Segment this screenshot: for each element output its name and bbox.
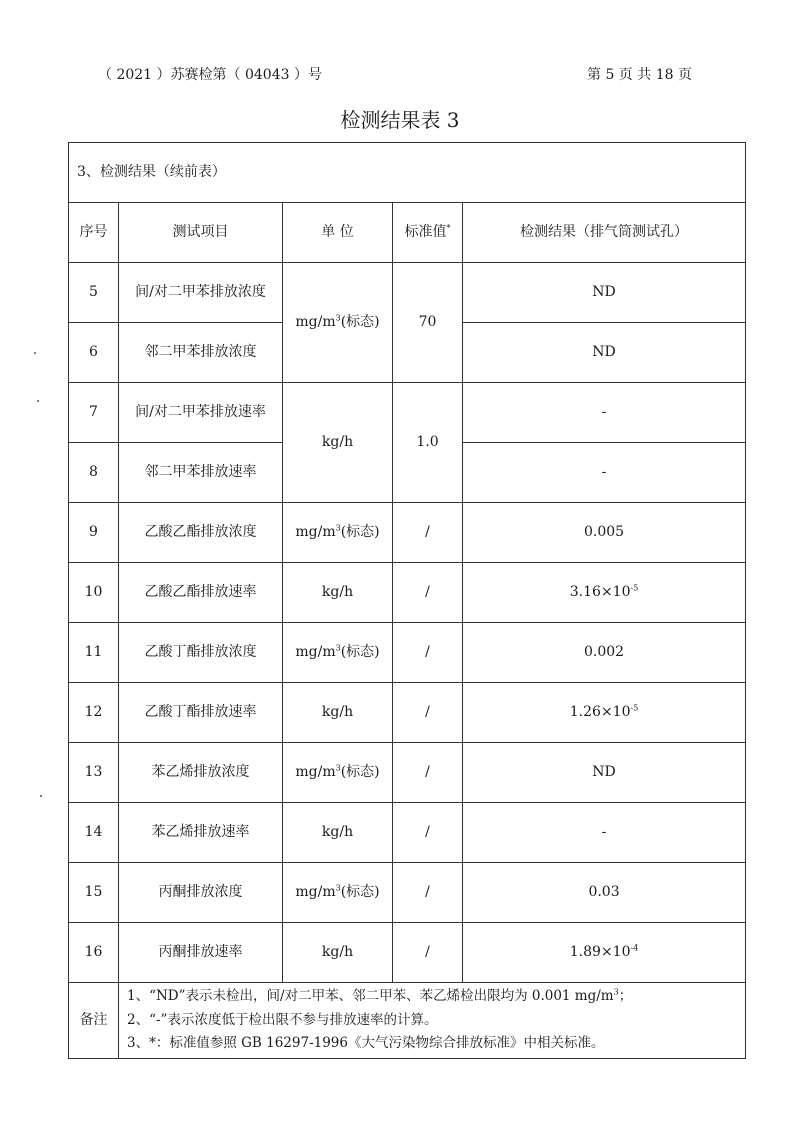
row-standard: / — [393, 623, 463, 683]
unit-sup: 3 — [335, 763, 341, 773]
row-item: 乙酸乙酯排放速率 — [119, 563, 283, 623]
scan-speck — [37, 400, 39, 402]
note-1-sup: 3 — [613, 987, 619, 997]
row-no: 5 — [69, 263, 119, 323]
note-line-2: 2、“-”表示浓度低于检出限不参与排放速率的计算。 — [127, 1011, 438, 1028]
row-result: ND — [463, 743, 746, 803]
note-line-3: 3、*：标准值参照 GB 16297-1996《大气污染物综合排放标准》中相关标准。 — [127, 1035, 605, 1052]
row-item: 邻二甲苯排放浓度 — [119, 323, 283, 383]
row-result: ND — [463, 323, 746, 383]
table-row — [69, 923, 746, 983]
table-row — [69, 743, 746, 803]
row-no: 7 — [69, 383, 119, 443]
row-unit: kg/h — [283, 923, 393, 983]
row-no: 10 — [69, 563, 119, 623]
row-unit — [283, 503, 393, 563]
col-header-standard-text: 标准值 — [404, 224, 447, 241]
row-no: 12 — [69, 683, 119, 743]
row-result: 0.002 — [463, 623, 746, 683]
unit-main: mg/m — [295, 764, 336, 781]
row-no: 9 — [69, 503, 119, 563]
unit-main: mg/m — [295, 644, 336, 661]
result-exponent: -5 — [630, 583, 639, 593]
row-result: 0.03 — [463, 863, 746, 923]
row-item: 丙酮排放速率 — [119, 923, 283, 983]
row-result: - — [463, 443, 746, 503]
table-row — [69, 263, 746, 323]
row-standard: / — [393, 503, 463, 563]
results-table — [68, 142, 746, 1059]
row-item: 苯乙烯排放浓度 — [119, 743, 283, 803]
row-item: 苯乙烯排放速率 — [119, 803, 283, 863]
row-unit — [283, 743, 393, 803]
unit-suffix: (标态) — [340, 314, 380, 331]
row-no: 14 — [69, 803, 119, 863]
unit-suffix: (标态) — [340, 644, 380, 661]
unit-suffix: (标态) — [340, 764, 380, 781]
col-header-unit: 单 位 — [283, 203, 393, 263]
section-title: 3、检测结果（续前表） — [69, 143, 746, 203]
table-row — [69, 683, 746, 743]
row-item: 邻二甲苯排放速率 — [119, 443, 283, 503]
row-standard: / — [393, 743, 463, 803]
row-result: - — [463, 383, 746, 443]
unit-sup: 3 — [335, 883, 341, 893]
unit-sup: 3 — [335, 643, 341, 653]
row-no: 8 — [69, 443, 119, 503]
result-value: 1.26×10 — [569, 704, 631, 721]
table-row — [69, 383, 746, 443]
table-row — [69, 863, 746, 923]
result-value: 1.89×10 — [569, 944, 631, 961]
row-unit: kg/h — [283, 563, 393, 623]
header-row — [69, 203, 746, 263]
row-result — [463, 923, 746, 983]
row-unit: kg/h — [283, 803, 393, 863]
col-header-no: 序号 — [69, 203, 119, 263]
unit-sup: 3 — [335, 313, 341, 323]
table-row — [69, 623, 746, 683]
unit-suffix: (标态) — [340, 884, 380, 901]
row-item: 间/对二甲苯排放速率 — [119, 383, 283, 443]
row-standard: / — [393, 563, 463, 623]
result-exponent: -5 — [630, 703, 639, 713]
table-row — [69, 803, 746, 863]
row-no: 15 — [69, 863, 119, 923]
row-standard: / — [393, 923, 463, 983]
notes-content — [119, 983, 746, 1059]
unit-sup: 3 — [335, 523, 341, 533]
notes-label: 备注 — [69, 983, 119, 1059]
col-header-result: 检测结果（排气筒测试孔） — [463, 203, 746, 263]
note-1-text: 1、“ND”表示未检出，间/对二甲苯、邻二甲苯、苯乙烯检出限均为 0.001 mg/m — [127, 988, 614, 1004]
row-standard: / — [393, 863, 463, 923]
row-unit-merged: kg/h — [283, 383, 393, 503]
scan-speck — [40, 795, 42, 797]
col-header-item: 测试项目 — [119, 203, 283, 263]
row-result — [463, 683, 746, 743]
row-unit-merged — [283, 263, 393, 383]
standard-asterisk: * — [446, 223, 451, 233]
row-standard: / — [393, 683, 463, 743]
row-no: 13 — [69, 743, 119, 803]
row-result — [463, 563, 746, 623]
result-exponent: -4 — [630, 943, 639, 953]
row-no: 16 — [69, 923, 119, 983]
row-item: 乙酸丁酯排放浓度 — [119, 623, 283, 683]
row-no: 6 — [69, 323, 119, 383]
row-result: - — [463, 803, 746, 863]
row-no: 11 — [69, 623, 119, 683]
row-unit: kg/h — [283, 683, 393, 743]
note-1-end: ； — [618, 988, 633, 1004]
table-row — [69, 563, 746, 623]
unit-main: mg/m — [295, 314, 336, 331]
row-standard: / — [393, 803, 463, 863]
result-value: 3.16×10 — [569, 584, 631, 601]
row-unit — [283, 623, 393, 683]
unit-suffix: (标态) — [340, 524, 380, 541]
row-result: 0.005 — [463, 503, 746, 563]
table-row — [69, 503, 746, 563]
row-standard-merged: 1.0 — [393, 383, 463, 503]
note-line-1 — [127, 985, 737, 1009]
notes-row — [69, 983, 746, 1059]
row-item: 乙酸丁酯排放速率 — [119, 683, 283, 743]
row-unit — [283, 863, 393, 923]
unit-main: mg/m — [295, 524, 336, 541]
page-title: 检测结果表 3 — [340, 108, 460, 132]
col-header-standard — [393, 203, 463, 263]
section-row — [69, 143, 746, 203]
scan-speck — [34, 352, 36, 354]
row-item: 间/对二甲苯排放浓度 — [119, 263, 283, 323]
row-result: ND — [463, 263, 746, 323]
row-item: 丙酮排放浓度 — [119, 863, 283, 923]
row-item: 乙酸乙酯排放浓度 — [119, 503, 283, 563]
row-standard-merged: 70 — [393, 263, 463, 383]
unit-main: mg/m — [295, 884, 336, 901]
page-info: 第 5 页 共 18 页 — [587, 67, 692, 83]
report-number: （ 2021 ）苏赛检第（ 04043 ）号 — [98, 67, 322, 83]
